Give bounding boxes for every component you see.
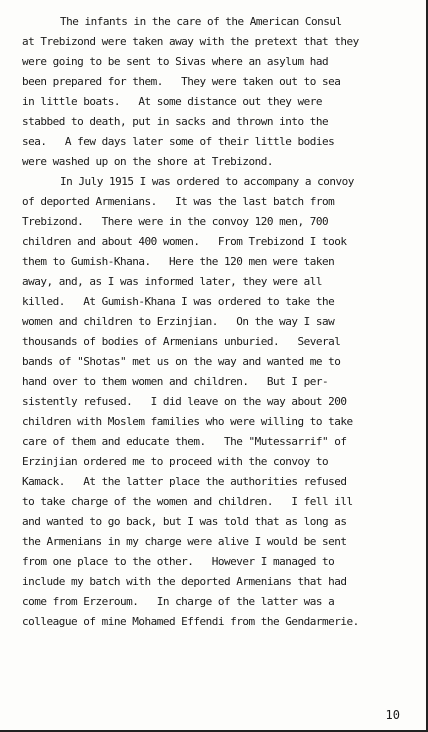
text-line: children with Moslem families who were willing to take [22, 415, 353, 428]
text-line: Kamack. At the latter place the authorities refused [22, 475, 347, 488]
text-line: children and about 400 women. From Trebizond I took [22, 235, 347, 248]
text-line: care of them and educate them. The "Mutessarrif" of [22, 435, 347, 448]
text-line: of deported Armenians. It was the last batch from [22, 195, 335, 208]
text-line: sistently refused. I did leave on the way about 200 [22, 395, 347, 408]
text-line: include my batch with the deported Armenians that had [22, 575, 347, 588]
text-line: in little boats. At some distance out they were [22, 95, 323, 108]
text-line: The infants in the care of the American Consul [60, 15, 342, 28]
text-line: In July 1915 I was ordered to accompany a convoy [60, 175, 354, 188]
text-line: to take charge of the women and children. I fell ill [22, 495, 353, 508]
text-line: Trebizond. There were in the convoy 120 men, 700 [22, 215, 329, 228]
text-line: Erzinjian ordered me to proceed with the convoy to [22, 455, 329, 468]
text-line: at Trebizond were taken away with the pretext that they [22, 35, 359, 48]
text-line: and wanted to go back, but I was told that as long as [22, 515, 347, 528]
text-line: thousands of bodies of Armenians unburied. Several [22, 335, 341, 348]
text-line: hand over to them women and children. But I per- [22, 375, 329, 388]
text-line: colleague of mine Mohamed Effendi from the Gendarmerie. [22, 615, 359, 628]
text-line: from one place to the other. However I managed to [22, 555, 335, 568]
text-line: away, and, as I was informed later, they were all [22, 275, 323, 288]
text-line: sea. A few days later some of their little bodies [22, 135, 335, 148]
text-line: women and children to Erzinjian. On the way I saw [22, 315, 335, 328]
page-number: 10 [385, 708, 400, 722]
text-line: were washed up on the shore at Trebizond. [22, 155, 274, 168]
text-line: come from Erzeroum. In charge of the latter was a [22, 595, 335, 608]
text-line: were going to be sent to Sivas where an asylum had [22, 55, 329, 68]
text-line: them to Gumish-Khana. Here the 120 men were taken [22, 255, 335, 268]
text-line: killed. At Gumish-Khana I was ordered to take the [22, 295, 335, 308]
text-line: stabbed to death, put in sacks and thrown into the [22, 115, 329, 128]
text-line: the Armenians in my charge were alive I would be sent [22, 535, 347, 548]
text-line: bands of "Shotas" met us on the way and wanted me to [22, 355, 341, 368]
text-line: been prepared for them. They were taken out to sea [22, 75, 341, 88]
